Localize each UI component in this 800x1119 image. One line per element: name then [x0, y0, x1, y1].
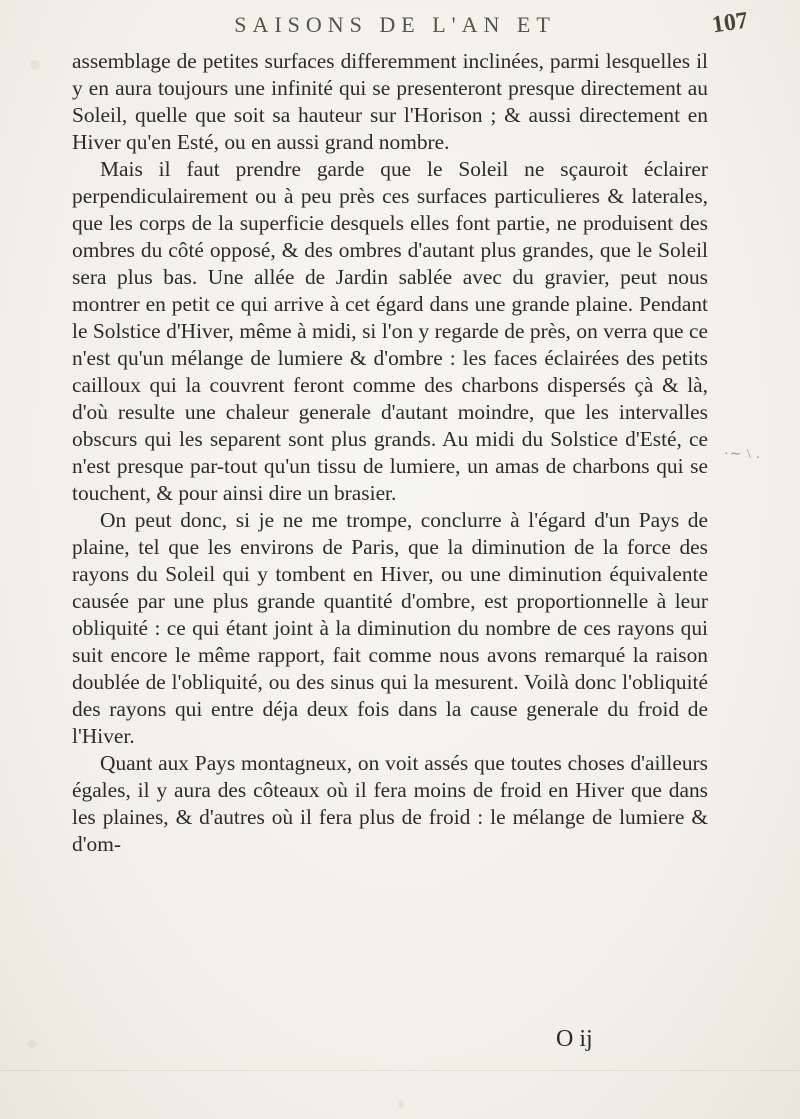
paper-stain [30, 60, 40, 70]
paper-stain [398, 1100, 404, 1109]
paragraph: On peut donc, si je ne me trompe, conclurre à l'égard d'un Pays de plaine, tel que les environs de Paris, que la diminution de la force des rayons du Soleil qui y tombent en Hiver, ou une diminution équivalente causée par une plus grande quantité d'ombre, est proportionnelle à leur obliquité : ce qui étant joint à la diminution du nombre de ces rayons qui suit encore le même rapport, fait comme nous avons remarqué la raison doublée de l'obliquité, ou des sinus qui la mesurent. Voilà donc l'obliquité des rayons qui entre déja deux fois dans la cause generale du froid de l'Hiver. [72, 508, 708, 748]
page-number: 107 [710, 7, 750, 39]
paper-stain [28, 1040, 36, 1048]
paragraph: Mais il faut prendre garde que le Soleil ne sçauroit éclairer perpendiculairement ou à peu près ces surfaces particulieres & laterales, que les corps de la superficie desquels elles font partie, ne produisent des ombres du côté opposé, & des ombres d'autant plus grandes, que le Soleil sera plus bas. Une allée de Jardin sablée avec du gravier, peut nous montrer en petit ce qui arrive à cet égard dans une grande plaine. Pendant le Solstice d'Hiver, même à midi, si l'on y regarde de près, on verra que ce n'est qu'un mélange de lumiere & d'ombre : les faces éclairées des petits cailloux qui la couvrent feront comme des charbons dispersés çà & là, d'où resulte une chaleur generale d'autant moindre, que les intervalles obscurs qui les separent sont plus grands. Au midi du Solstice d'Esté, ce n'est presque par-tout qu'un tissu de lumiere, un amas de charbons qui se touchent, & pour ainsi dire un brasier. [72, 157, 708, 505]
signature-mark: O ij [556, 1026, 593, 1052]
paragraph: assemblage de petites surfaces differemment inclinées, parmi lesquelles il y en aura toujours une infinité qui se presenteront presque directement au Soleil, quelle que soit sa hauteur sur l'Horison ; & aussi directement en Hiver qu'en Esté, ou en aussi grand nombre. [72, 49, 708, 154]
page-body-text [72, 48, 708, 858]
paragraph: Quant aux Pays montagneux, on voit assés que toutes choses d'ailleurs égales, il y aura des côteaux où il fera moins de froid en Hiver que dans les plaines, & d'autres où il fera plus de froid : le mélange de lumiere & d'om- [72, 751, 708, 856]
margin-mark: ·∼ \ . [724, 447, 761, 462]
running-header: SAISONS DE L'AN ET [234, 12, 556, 37]
page-fold-line [0, 1070, 800, 1071]
